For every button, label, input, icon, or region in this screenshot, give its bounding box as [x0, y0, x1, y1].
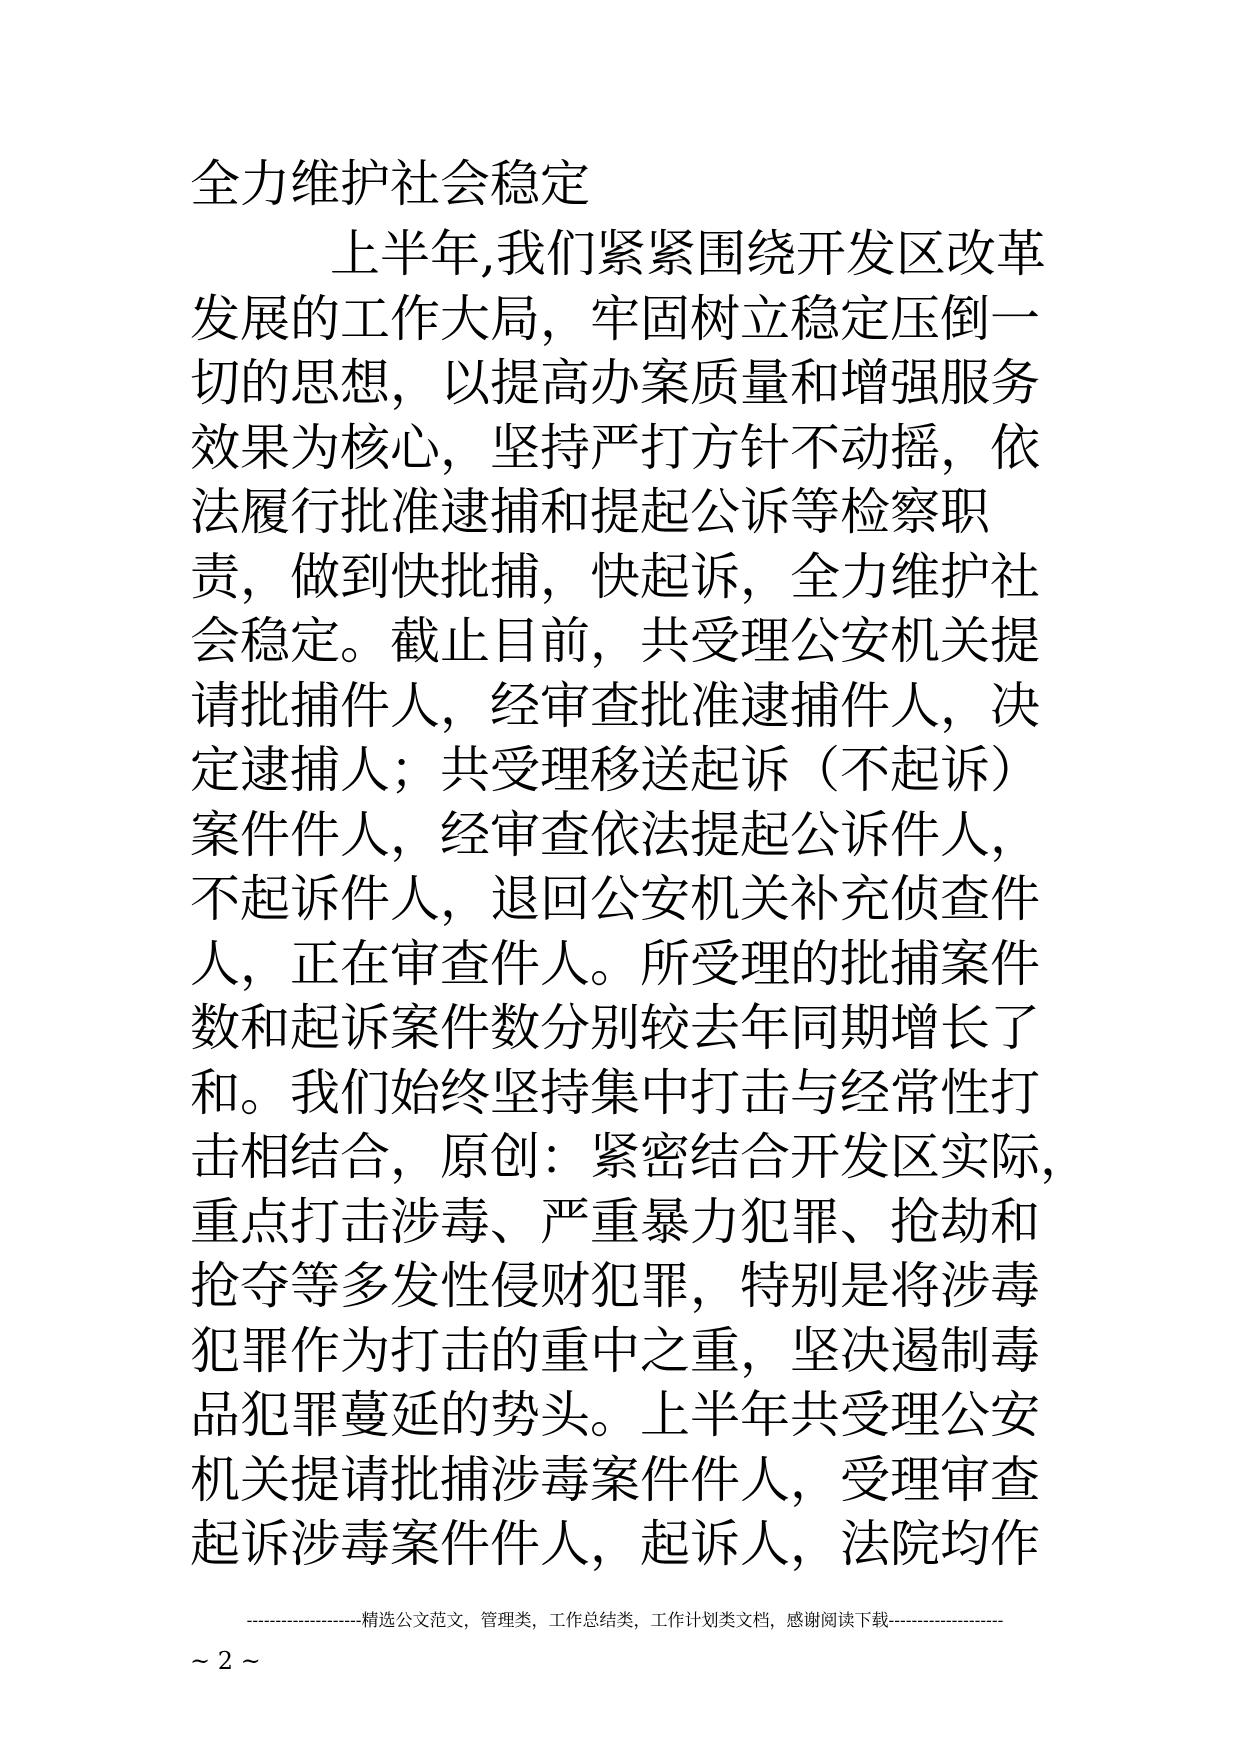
- paragraph-line: 切的思想，以提高办案质量和增强服务: [190, 354, 1040, 412]
- paragraph-line: 责，做到快批捕，快起诉，全力维护社: [190, 547, 1040, 606]
- paragraph-line: 犯罪作为打击的重中之重，坚决遏制毒: [190, 1321, 1040, 1380]
- paragraph-line: 和。我们始终坚持集中打击与经常性打: [190, 1063, 1040, 1122]
- section-heading: 全力维护社会稳定: [190, 155, 590, 213]
- paragraph-line: 案件件人，经审查依法提起公诉件人，: [190, 805, 1040, 864]
- paragraph-line: 击相结合，原创：紧密结合开发区实际，: [190, 1128, 1090, 1186]
- paragraph-line: 品犯罪蔓延的势头。上半年共受理公安: [190, 1386, 1040, 1444]
- paragraph-line: 会稳定。截止目前，共受理公安机关提: [190, 612, 1040, 670]
- paragraph-line: 法履行批准逮捕和提起公诉等检察职: [190, 483, 990, 541]
- paragraph-line: 人，正在审查件人。所受理的批捕案件: [190, 934, 1040, 993]
- paragraph-line: 起诉涉毒案件件人，起诉人，法院均作: [190, 1515, 1040, 1573]
- paragraph-line: 机关提请批捕涉毒案件件人，受理审查: [190, 1450, 1040, 1509]
- paragraph-line: 重点打击涉毒、严重暴力犯罪、抢劫和: [190, 1192, 1040, 1251]
- footer-note: --------------------精选公文范文，管理类，工作总结类，工作计划类文档，感谢阅读下载--------------------: [246, 1611, 1004, 1631]
- paragraph-line: 定逮捕人；共受理移送起诉（不起诉）: [190, 741, 1040, 799]
- paragraph-line: 抢夺等多发性侵财犯罪，特别是将涉毒: [190, 1257, 1040, 1315]
- paragraph-line: 数和起诉案件数分别较去年同期增长了: [190, 999, 1040, 1057]
- paragraph-line: 效果为核心，坚持严打方针不动摇，依: [190, 418, 1040, 477]
- paragraph-line: 请批捕件人，经审查批准逮捕件人，决: [190, 676, 1040, 735]
- body-paragraph: [190, 222, 1090, 1577]
- paragraph-line: 上半年,我们紧紧围绕开发区改革: [330, 225, 1046, 283]
- paragraph-line: 发展的工作大局，牢固树立稳定压倒一: [190, 289, 1040, 348]
- paragraph-line: 不起诉件人，退回公安机关补充侦查件: [190, 870, 1040, 928]
- page-number: ~ 2 ~: [190, 1647, 261, 1675]
